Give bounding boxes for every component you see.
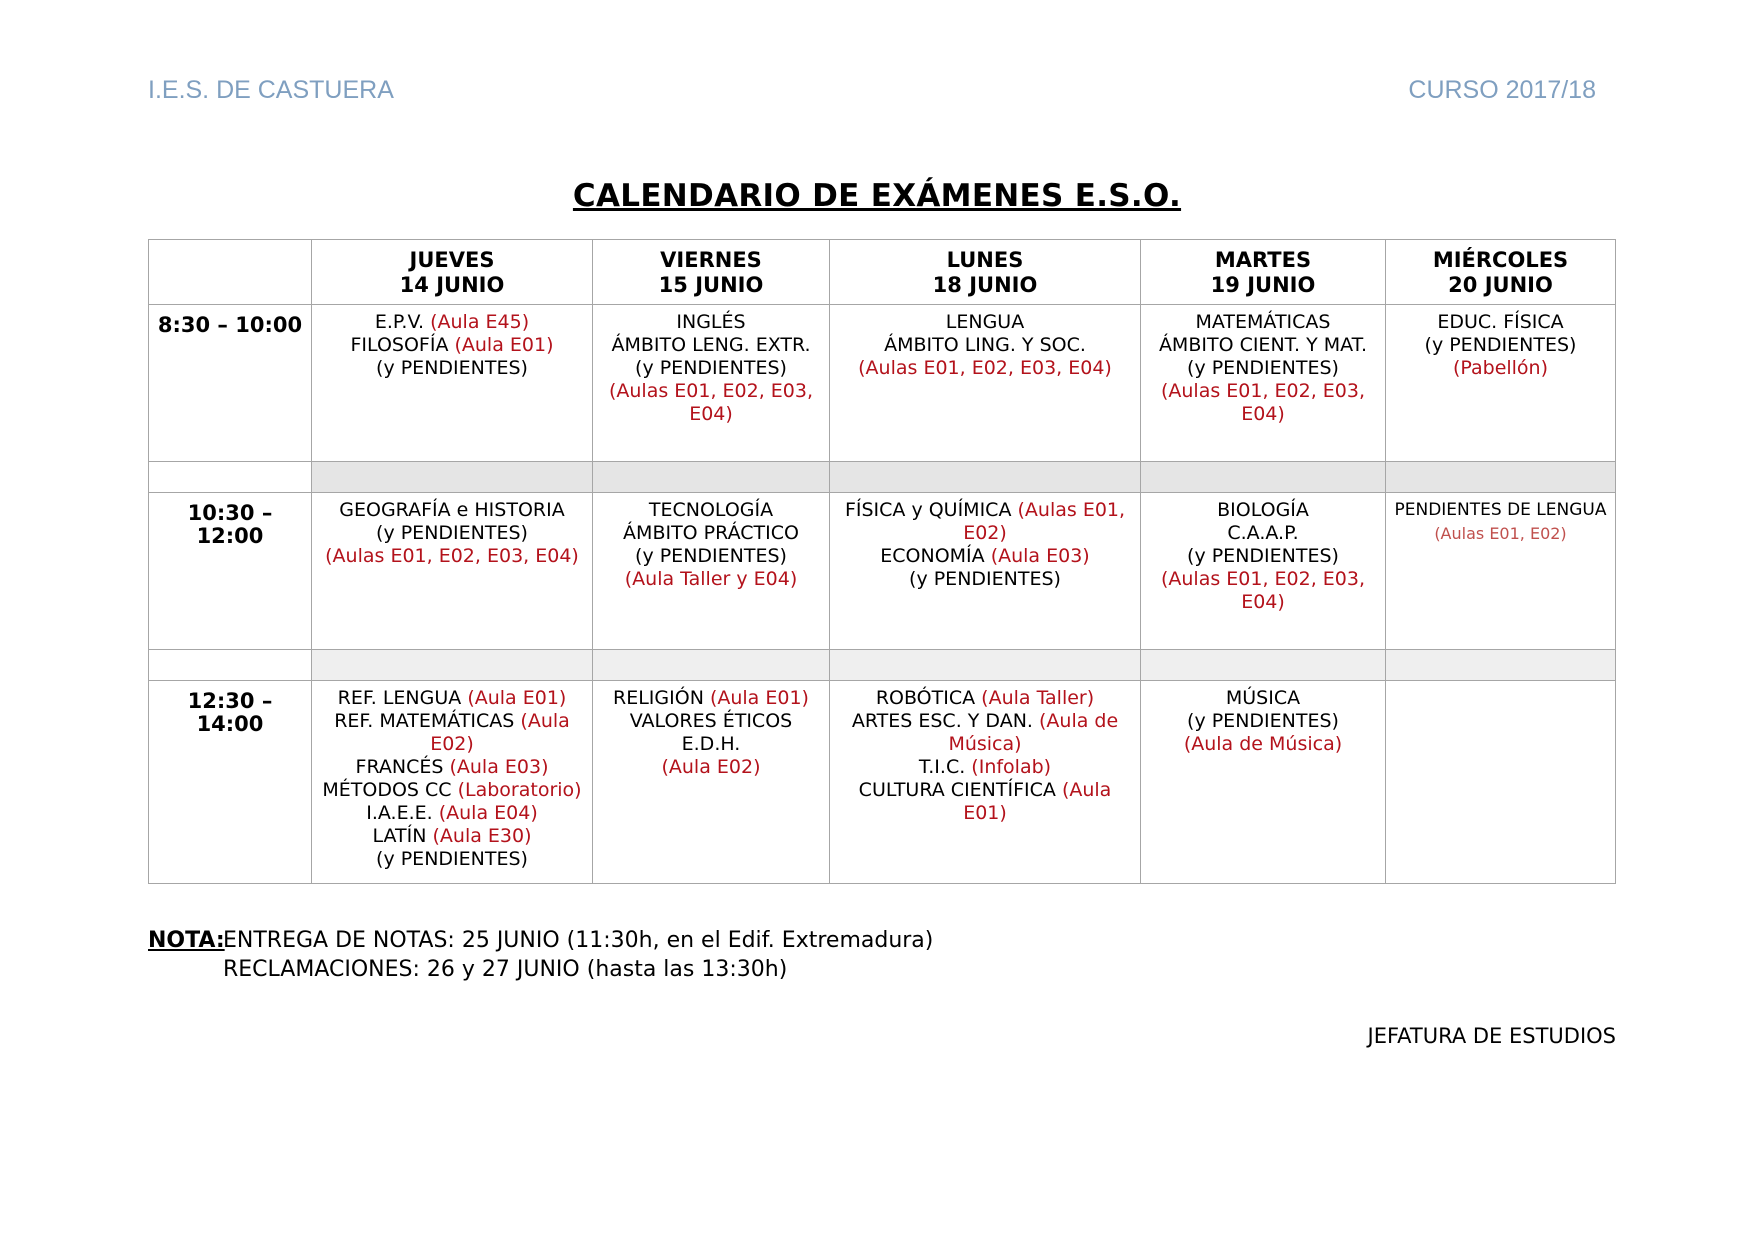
break-cell — [593, 462, 830, 493]
room-text: (Aula Taller) — [981, 687, 1095, 709]
subject-text: (y PENDIENTES) — [376, 357, 528, 379]
exam-line — [1392, 499, 1609, 522]
exam-line — [1392, 311, 1609, 334]
note-line-1: ENTREGA DE NOTAS: 25 JUNIO (11:30h, en el Edif. Extremadura) — [223, 928, 934, 953]
room-text: (Aula E01) — [454, 334, 554, 356]
exam-line — [836, 687, 1134, 710]
exam-cell — [830, 493, 1141, 650]
break-cell — [830, 462, 1141, 493]
subject-text: MATEMÁTICAS — [1195, 311, 1331, 333]
room-text: (Aula E02) — [661, 756, 761, 778]
exam-line — [1147, 710, 1379, 733]
exam-cell — [312, 305, 593, 462]
subject-text: T.I.C. — [918, 756, 972, 778]
exam-line — [1392, 357, 1609, 380]
exam-line — [318, 522, 586, 545]
subject-text: ECONOMÍA — [880, 545, 991, 567]
school-name: I.E.S. DE CASTUERA — [148, 76, 394, 104]
exam-calendar-table — [148, 239, 1616, 884]
room-text: (Aula E03) — [449, 756, 549, 778]
subject-text: (y PENDIENTES) — [635, 357, 787, 379]
subject-text: REF. LENGUA — [337, 687, 468, 709]
subject-text: (y PENDIENTES) — [635, 545, 787, 567]
exam-cell — [312, 493, 593, 650]
subject-text: FILOSOFÍA — [350, 334, 455, 356]
break-row-1 — [149, 462, 1616, 493]
break-cell — [1141, 650, 1386, 681]
exam-line — [599, 545, 823, 568]
room-text: (Aulas E01, E02) — [963, 499, 1126, 544]
exam-line — [836, 779, 1134, 825]
exam-line — [1147, 380, 1379, 426]
subject-text: (y PENDIENTES) — [1424, 334, 1577, 356]
note-block — [148, 926, 933, 984]
exam-line — [836, 710, 1134, 756]
exam-line — [1147, 545, 1379, 568]
exam-cell — [593, 493, 830, 650]
exam-line — [836, 756, 1134, 779]
room-text: (Aula E02) — [430, 710, 570, 755]
exam-line — [318, 357, 586, 380]
subject-text: ÁMBITO PRÁCTICO — [623, 522, 799, 544]
exam-cell — [1141, 305, 1386, 462]
subject-text: LATÍN — [372, 825, 433, 847]
exam-line — [836, 334, 1134, 357]
time-slot-1: 8:30 – 10:00 — [149, 305, 312, 462]
break-cell — [312, 462, 593, 493]
exam-line — [318, 779, 586, 802]
exam-line — [318, 848, 586, 871]
room-text: (Aula E01) — [709, 687, 809, 709]
room-text: (Aula E01) — [467, 687, 567, 709]
day-header-4: MARTES 19 JUNIO — [1141, 240, 1386, 305]
exam-cell — [1141, 493, 1386, 650]
break-cell — [1386, 462, 1616, 493]
exam-line — [318, 334, 586, 357]
room-text: (Aula E30) — [432, 825, 532, 847]
room-text: (Laboratorio) — [457, 779, 582, 801]
subject-text: EDUC. FÍSICA — [1437, 311, 1564, 333]
day-header-5: MIÉRCOLES 20 JUNIO — [1386, 240, 1616, 305]
note-label: NOTA: — [148, 928, 225, 953]
exam-line — [836, 357, 1134, 380]
break-cell — [312, 650, 593, 681]
subject-text: (y PENDIENTES) — [909, 568, 1061, 590]
exam-cell — [593, 305, 830, 462]
subject-text: REF. MATEMÁTICAS — [334, 710, 521, 732]
subject-text: LENGUA — [945, 311, 1025, 333]
exam-cell — [830, 305, 1141, 462]
room-text: (Aulas E01, E02, E03, E04) — [1160, 380, 1366, 425]
room-text: (Aula Taller y E04) — [624, 568, 798, 590]
room-text: (Aula de Música) — [948, 710, 1119, 755]
time-slot-2: 10:30 – 12:00 — [149, 493, 312, 650]
subject-text: MÉTODOS CC — [322, 779, 458, 801]
subject-text: (y PENDIENTES) — [1187, 545, 1339, 567]
course-year: CURSO 2017/18 — [1408, 76, 1596, 104]
exam-line — [599, 756, 823, 779]
subject-text: E.P.V. — [374, 311, 431, 333]
break-row-2 — [149, 650, 1616, 681]
day-header-1: JUEVES 14 JUNIO — [312, 240, 593, 305]
exam-line — [599, 568, 823, 591]
exam-cell — [1141, 681, 1386, 884]
room-text: (Aulas E01, E02, E03, E04) — [858, 357, 1112, 379]
subject-text: FRANCÉS — [355, 756, 450, 778]
break-cell — [593, 650, 830, 681]
subject-text: ÁMBITO LENG. EXTR. — [611, 334, 811, 356]
exam-line — [599, 357, 823, 380]
subject-text: (y PENDIENTES) — [1187, 710, 1339, 732]
subject-text: ARTES ESC. Y DAN. — [851, 710, 1039, 732]
exam-line — [318, 825, 586, 848]
exam-line — [599, 733, 823, 756]
subject-text: GEOGRAFÍA e HISTORIA — [339, 499, 565, 521]
exam-line — [599, 334, 823, 357]
day-header-2: VIERNES 15 JUNIO — [593, 240, 830, 305]
exam-line — [1147, 522, 1379, 545]
exam-line — [836, 499, 1134, 545]
note-line-2: RECLAMACIONES: 26 y 27 JUNIO (hasta las 13:30h) — [223, 957, 788, 982]
room-text: (Aulas E01, E02, E03, E04) — [608, 380, 814, 425]
subject-text: ROBÓTICA — [875, 687, 982, 709]
exam-line — [318, 756, 586, 779]
exam-line — [836, 545, 1134, 568]
room-text: (Aula E04) — [438, 802, 538, 824]
exam-line — [1392, 522, 1609, 546]
break-cell — [830, 650, 1141, 681]
exam-line — [318, 311, 586, 334]
slot-row-3 — [149, 681, 1616, 884]
exam-cell — [1386, 305, 1616, 462]
exam-line — [599, 687, 823, 710]
exam-line — [599, 522, 823, 545]
exam-line — [1147, 499, 1379, 522]
exam-line — [1147, 568, 1379, 614]
room-text: (Aula E03) — [990, 545, 1090, 567]
subject-text: TECNOLOGÍA — [648, 499, 774, 521]
exam-line — [318, 545, 586, 568]
room-text: (Aula E01) — [963, 779, 1112, 824]
page-title: CALENDARIO DE EXÁMENES E.S.O. — [572, 178, 1182, 214]
exam-line — [1147, 357, 1379, 380]
room-text: (Aula de Música) — [1183, 733, 1343, 755]
exam-line — [599, 380, 823, 426]
subject-text: ÁMBITO LING. Y SOC. — [884, 334, 1086, 356]
room-text: (Aulas E01, E02) — [1434, 524, 1567, 543]
break-cell — [149, 650, 312, 681]
exam-line — [318, 802, 586, 825]
subject-text: PENDIENTES DE LENGUA — [1394, 500, 1607, 520]
break-cell — [1141, 462, 1386, 493]
exam-line — [1147, 687, 1379, 710]
break-cell — [149, 462, 312, 493]
slot-row-2 — [149, 493, 1616, 650]
room-text: (Aulas E01, E02, E03, E04) — [1160, 568, 1366, 613]
exam-cell — [1386, 681, 1616, 884]
subject-text: (y PENDIENTES) — [376, 848, 528, 870]
subject-text: VALORES ÉTICOS — [629, 710, 793, 732]
day-header-3: LUNES 18 JUNIO — [830, 240, 1141, 305]
subject-text: C.A.A.P. — [1227, 522, 1299, 544]
room-text: (Infolab) — [971, 756, 1052, 778]
signature: JEFATURA DE ESTUDIOS — [1367, 1024, 1616, 1048]
break-cell — [1386, 650, 1616, 681]
exam-line — [599, 710, 823, 733]
exam-cell — [1386, 493, 1616, 650]
exam-line — [836, 311, 1134, 334]
exam-line — [318, 687, 586, 710]
corner-cell — [149, 240, 312, 305]
subject-text: CULTURA CIENTÍFICA — [858, 779, 1062, 801]
subject-text: MÚSICA — [1225, 687, 1301, 709]
exam-cell — [830, 681, 1141, 884]
exam-line — [1147, 733, 1379, 756]
exam-line — [599, 499, 823, 522]
subject-text: I.A.E.E. — [366, 802, 439, 824]
exam-cell — [312, 681, 593, 884]
subject-text: E.D.H. — [681, 733, 741, 755]
exam-line — [599, 311, 823, 334]
slot-row-1 — [149, 305, 1616, 462]
subject-text: FÍSICA y QUÍMICA — [844, 499, 1018, 521]
header-row — [149, 240, 1616, 305]
exam-line — [318, 710, 586, 756]
time-slot-3: 12:30 – 14:00 — [149, 681, 312, 884]
subject-text: INGLÉS — [676, 311, 746, 333]
room-text: (Pabellón) — [1452, 357, 1549, 379]
subject-text: (y PENDIENTES) — [1187, 357, 1339, 379]
subject-text: ÁMBITO CIENT. Y MAT. — [1158, 334, 1368, 356]
subject-text: (y PENDIENTES) — [376, 522, 528, 544]
exam-cell — [593, 681, 830, 884]
exam-line — [318, 499, 586, 522]
exam-line — [1147, 311, 1379, 334]
exam-line — [836, 568, 1134, 591]
subject-text: RELIGIÓN — [613, 687, 710, 709]
exam-line — [1147, 334, 1379, 357]
subject-text: BIOLOGÍA — [1217, 499, 1309, 521]
room-text: (Aula E45) — [430, 311, 530, 333]
room-text: (Aulas E01, E02, E03, E04) — [325, 545, 579, 567]
exam-line — [1392, 334, 1609, 357]
